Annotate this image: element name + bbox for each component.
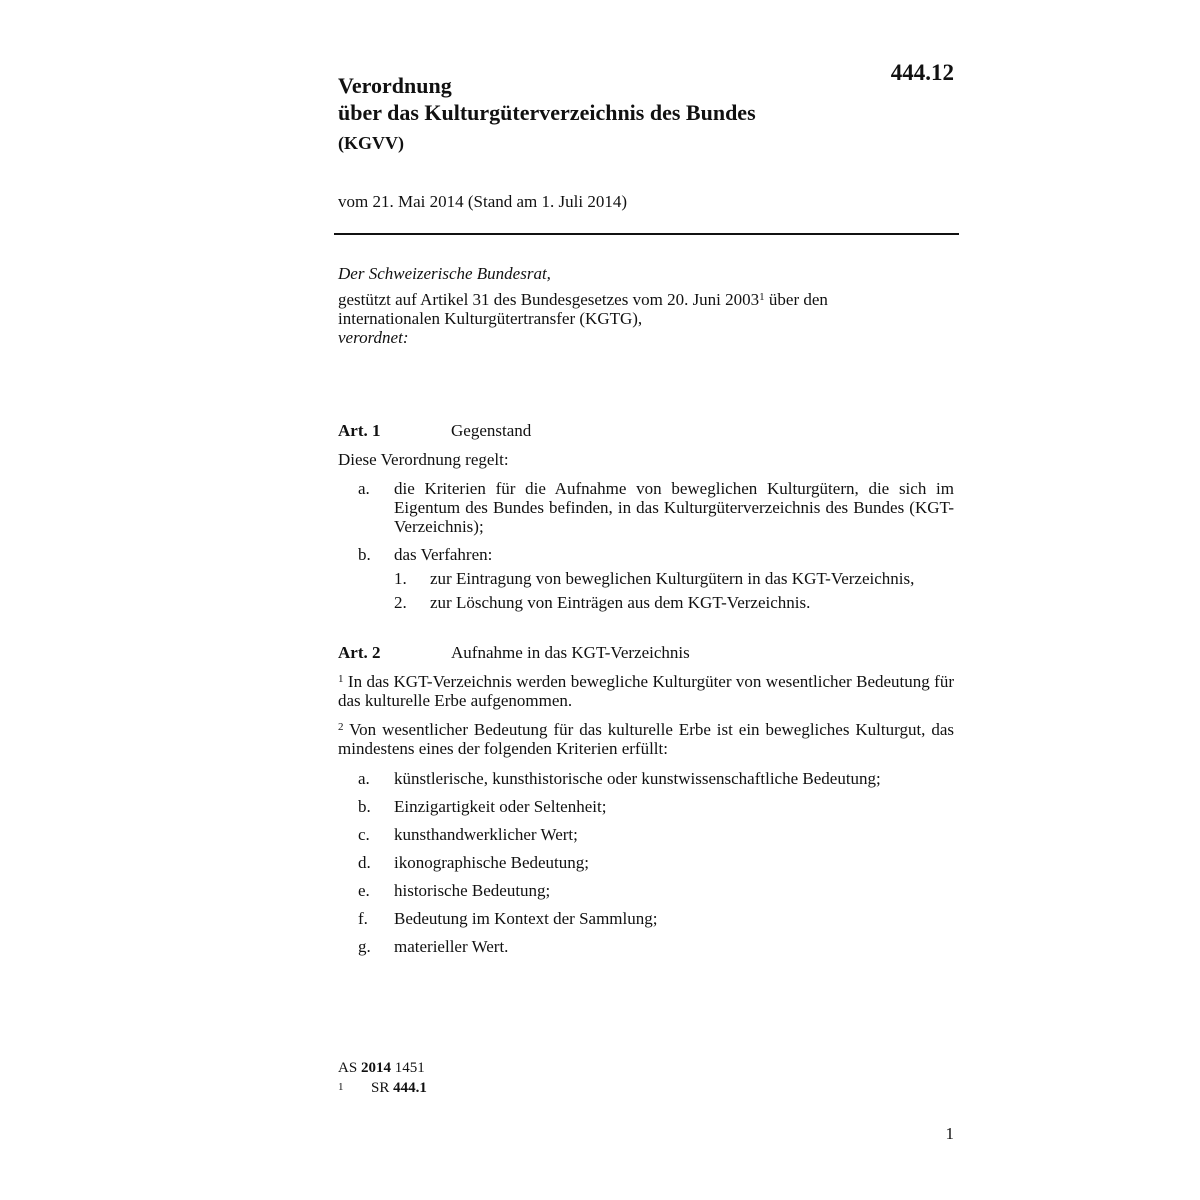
list-item-text: kunsthandwerklicher Wert; bbox=[394, 825, 578, 844]
article-1-intro: Diese Verordnung regelt: bbox=[338, 450, 509, 469]
list-item-text: Bedeutung im Kontext der Sammlung; bbox=[394, 909, 658, 928]
title-block bbox=[338, 72, 938, 155]
footnote-ref-1[interactable]: 1 bbox=[759, 291, 765, 303]
list-item bbox=[338, 797, 954, 816]
sub-list-item-text: zur Eintragung von beweglichen Kulturgütern in das KGT-Verzeichnis, bbox=[430, 569, 915, 588]
list-item bbox=[338, 909, 954, 928]
list-item-text: das Verfahren: bbox=[394, 545, 493, 564]
sub-list-item-number: 1. bbox=[394, 569, 407, 588]
footnote-mark: 1 bbox=[338, 1081, 344, 1093]
list-item-text: die Kriterien für die Aufnahme von beweglichen Kulturgütern, die sich im Eigentum des Bundes befinden, in das Kulturgüterverzeichnis des Bundes (KGT-Verzeichnis); bbox=[394, 479, 954, 536]
footer-notes bbox=[338, 1058, 427, 1098]
list-item-letter: b. bbox=[358, 797, 371, 816]
header-divider bbox=[334, 233, 959, 235]
title-abbreviation: (KGVV) bbox=[338, 133, 404, 153]
sr-number: 444.12 bbox=[890, 60, 954, 85]
preamble-authority: Der Schweizerische Bundesrat, bbox=[338, 264, 551, 283]
list-item-text: Einzigartigkeit oder Seltenheit; bbox=[394, 797, 607, 816]
list-item-text: künstlerische, kunsthistorische oder kunstwissenschaftliche Bedeutung; bbox=[394, 769, 881, 788]
page-number: 1 bbox=[945, 1124, 954, 1143]
list-item-text: ikonographische Bedeutung; bbox=[394, 853, 589, 872]
footnote-1 bbox=[338, 1078, 427, 1098]
as-prefix: AS bbox=[338, 1060, 358, 1076]
sub-list-item bbox=[394, 593, 954, 612]
list-item-text: materieller Wert. bbox=[394, 937, 509, 956]
sub-list-item-number: 2. bbox=[394, 593, 407, 612]
as-page: 1451 bbox=[394, 1060, 425, 1076]
preamble-basis bbox=[338, 290, 958, 309]
sub-list-item bbox=[394, 569, 954, 588]
title-line-2: über das Kulturgüterverzeichnis des Bundes bbox=[338, 100, 756, 125]
list-item-letter: e. bbox=[358, 881, 370, 900]
list-item bbox=[338, 545, 954, 612]
list-item bbox=[338, 853, 954, 872]
article-2-title: Aufnahme in das KGT-Verzeichnis bbox=[451, 643, 690, 662]
paragraph-number: 1 bbox=[338, 673, 344, 685]
preamble-basis-line2: internationalen Kulturgütertransfer (KGTG), bbox=[338, 309, 643, 328]
list-item-letter: b. bbox=[358, 545, 371, 564]
list-item-letter: g. bbox=[358, 937, 371, 956]
list-item-text: historische Bedeutung; bbox=[394, 881, 551, 900]
preamble-basis-text-end: über den bbox=[764, 290, 828, 309]
official-compilation-ref bbox=[338, 1058, 427, 1078]
title-line-1: Verordnung bbox=[338, 73, 452, 98]
article-1-list bbox=[338, 479, 954, 621]
list-item-letter: a. bbox=[358, 479, 370, 498]
preamble-basis-text: gestützt auf Artikel 31 des Bundesgesetzes vom 20. Juni 2003 bbox=[338, 290, 760, 309]
article-1-number: Art. 1 bbox=[338, 421, 381, 440]
article-2-criteria-list bbox=[338, 769, 954, 965]
paragraph-text: Von wesentlicher Bedeutung für das kulturelle Erbe ist ein bewegliches Kulturgut, das mindestens eines der folgenden Kriterien erfüllt: bbox=[338, 720, 954, 758]
paragraph-number: 2 bbox=[338, 721, 344, 733]
list-item bbox=[338, 769, 954, 788]
list-item bbox=[338, 937, 954, 956]
footnote-reference[interactable]: 444.1 bbox=[393, 1080, 427, 1096]
as-year: 2014 bbox=[360, 1060, 391, 1076]
list-item bbox=[338, 825, 954, 844]
list-item-letter: a. bbox=[358, 769, 370, 788]
preamble-decree: verordnet: bbox=[338, 328, 409, 347]
date-line: vom 21. Mai 2014 (Stand am 1. Juli 2014) bbox=[338, 192, 627, 211]
article-1-heading bbox=[338, 421, 531, 441]
article-2-heading bbox=[338, 643, 690, 663]
article-1-title: Gegenstand bbox=[451, 421, 532, 440]
paragraph-text: In das KGT-Verzeichnis werden bewegliche Kulturgüter von wesentlicher Bedeutung für das kulturelle Erbe aufgenommen. bbox=[338, 672, 954, 710]
list-item bbox=[338, 479, 954, 536]
article-2-paragraph-2 bbox=[338, 720, 954, 758]
list-item-letter: f. bbox=[358, 909, 368, 928]
footnote-prefix: SR bbox=[371, 1080, 390, 1096]
sub-list-item-text: zur Löschung von Einträgen aus dem KGT-Verzeichnis. bbox=[430, 593, 811, 612]
list-item-letter: d. bbox=[358, 853, 371, 872]
preamble bbox=[338, 264, 958, 347]
article-2-number: Art. 2 bbox=[338, 643, 381, 662]
list-item-letter: c. bbox=[358, 825, 370, 844]
article-2-paragraph-1 bbox=[338, 672, 954, 710]
list-item bbox=[338, 881, 954, 900]
